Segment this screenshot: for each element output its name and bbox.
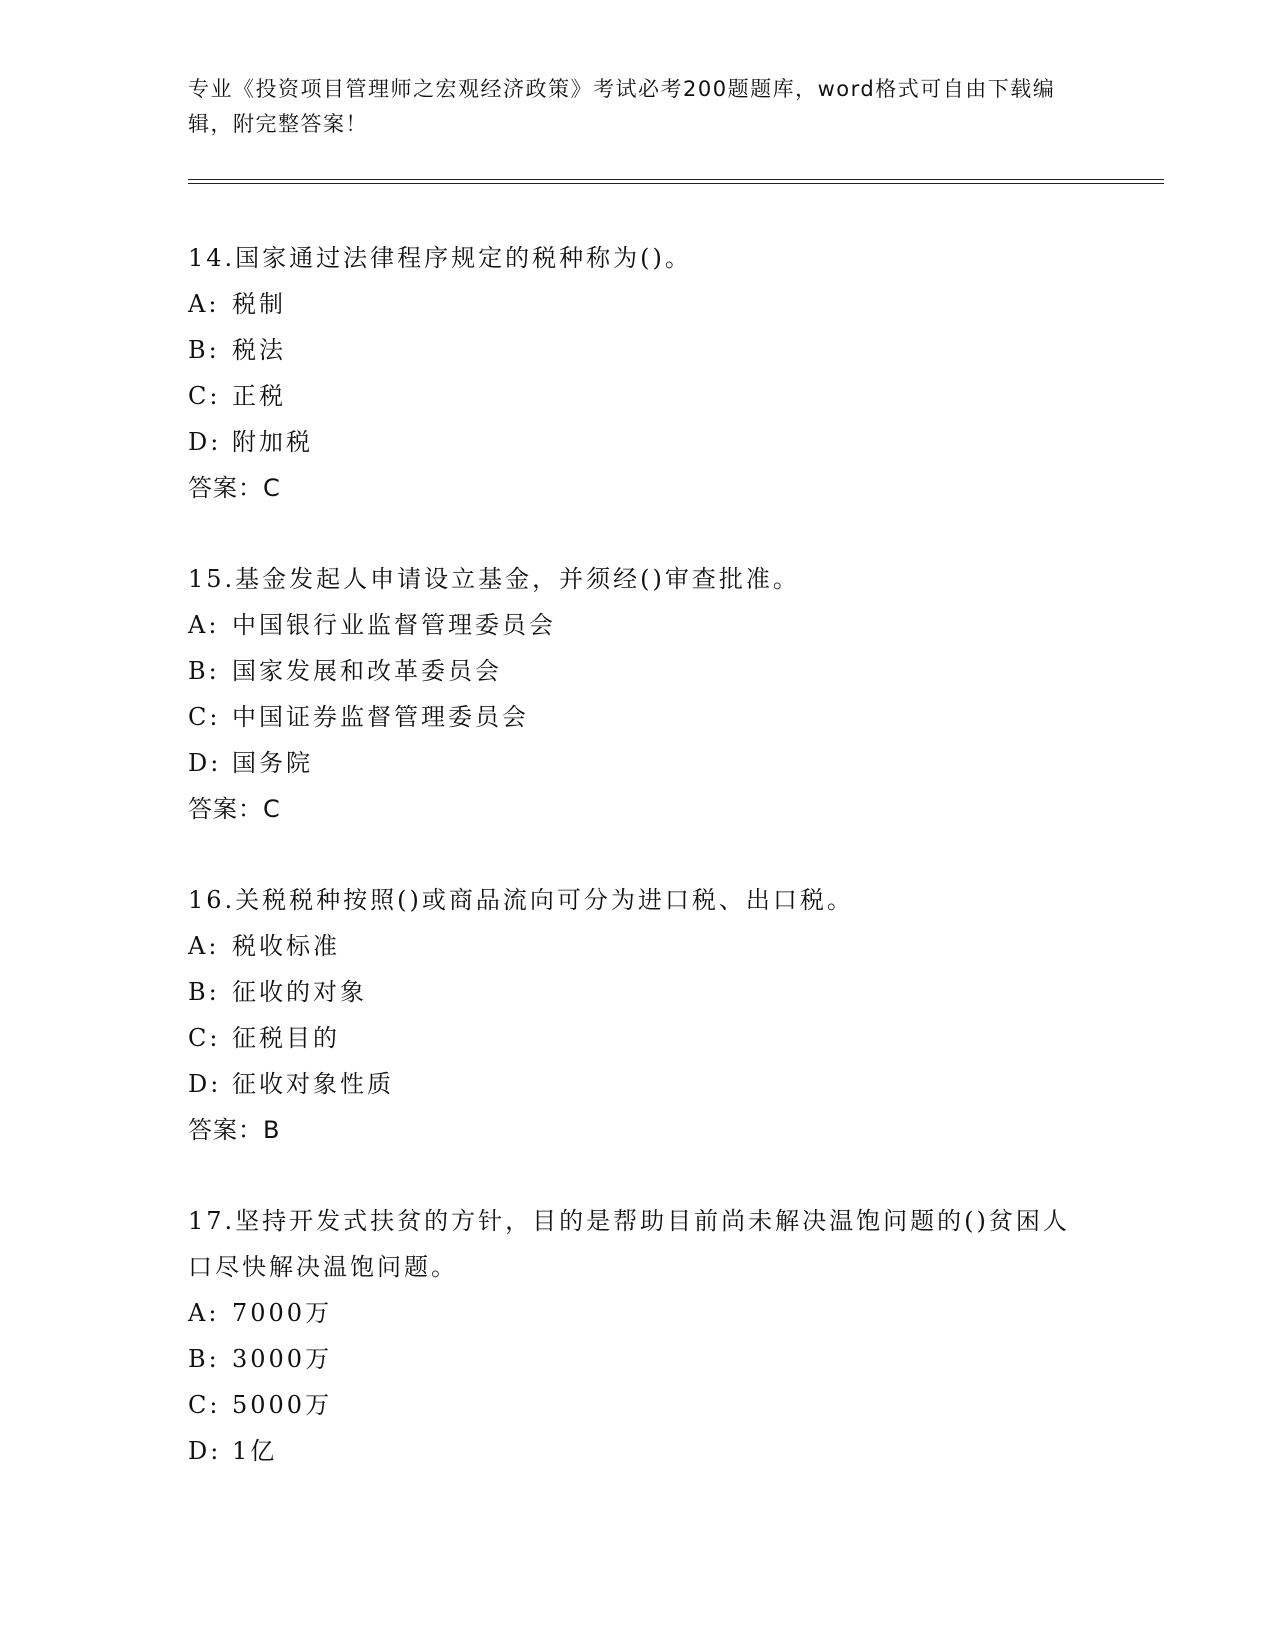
question-16 (188, 877, 1088, 1153)
header-divider-bottom (188, 183, 1164, 184)
question-14 (188, 235, 1088, 511)
option-letter: C: (188, 1391, 221, 1419)
option-text: 1亿 (232, 1437, 278, 1465)
option-c (188, 1015, 1088, 1061)
option-text: 税收标准 (232, 932, 340, 960)
option-text: 征收对象性质 (232, 1070, 394, 1098)
option-c (188, 373, 1088, 419)
question-stem: 14.国家通过法律程序规定的税种称为()。 (188, 244, 692, 272)
question-stem: 16.关税税种按照()或商品流向可分为进口税、出口税。 (188, 886, 854, 914)
question-15 (188, 556, 1088, 832)
option-text: 7000万 (232, 1299, 333, 1327)
option-letter: D: (188, 1437, 222, 1465)
option-text: 税制 (232, 290, 286, 318)
option-d (188, 1061, 1088, 1107)
option-letter: A: (188, 1299, 220, 1327)
option-letter: D: (188, 428, 222, 456)
option-b (188, 1336, 1088, 1382)
option-text: 国务院 (232, 749, 313, 777)
option-letter: B: (188, 657, 220, 685)
option-letter: C: (188, 703, 221, 731)
header-divider-top (188, 179, 1164, 180)
option-c (188, 694, 1088, 740)
option-a (188, 923, 1088, 969)
option-text: 正税 (232, 382, 286, 410)
option-b (188, 327, 1088, 373)
option-letter: A: (188, 290, 220, 318)
option-b (188, 648, 1088, 694)
option-text: 税法 (232, 336, 286, 364)
option-b (188, 969, 1088, 1015)
option-text: 征税目的 (232, 1024, 340, 1052)
question-stem: 15.基金发起人申请设立基金，并须经()审查批准。 (188, 565, 800, 593)
question-17 (188, 1198, 1088, 1474)
option-text: 中国证券监督管理委员会 (232, 703, 529, 731)
answer-line: 答案：B (188, 1116, 281, 1144)
option-text: 3000万 (232, 1345, 333, 1373)
option-text: 征收的对象 (232, 978, 367, 1006)
option-a (188, 1290, 1088, 1336)
document-intro: 专业《投资项目管理师之宏观经济政策》考试必考200题题库，word格式可自由下载编辑，附完整答案！ (188, 77, 1056, 136)
option-letter: B: (188, 978, 220, 1006)
option-d (188, 1428, 1088, 1474)
option-letter: D: (188, 1070, 222, 1098)
option-letter: A: (188, 932, 220, 960)
option-a (188, 281, 1088, 327)
option-letter: A: (188, 611, 220, 639)
option-letter: C: (188, 382, 221, 410)
option-d (188, 740, 1088, 786)
option-c (188, 1382, 1088, 1428)
option-letter: B: (188, 336, 220, 364)
option-a (188, 602, 1088, 648)
answer-line: 答案：C (188, 474, 281, 502)
option-d (188, 419, 1088, 465)
option-text: 附加税 (232, 428, 313, 456)
option-letter: B: (188, 1345, 220, 1373)
option-text: 国家发展和改革委员会 (232, 657, 502, 685)
option-text: 5000万 (232, 1391, 333, 1419)
option-text: 中国银行业监督管理委员会 (232, 611, 556, 639)
question-stem: 17.坚持开发式扶贫的方针，目的是帮助目前尚未解决温饱问题的()贫困人口尽快解决温饱问题。 (188, 1207, 1070, 1281)
option-letter: C: (188, 1024, 221, 1052)
option-letter: D: (188, 749, 222, 777)
answer-line: 答案：C (188, 795, 281, 823)
